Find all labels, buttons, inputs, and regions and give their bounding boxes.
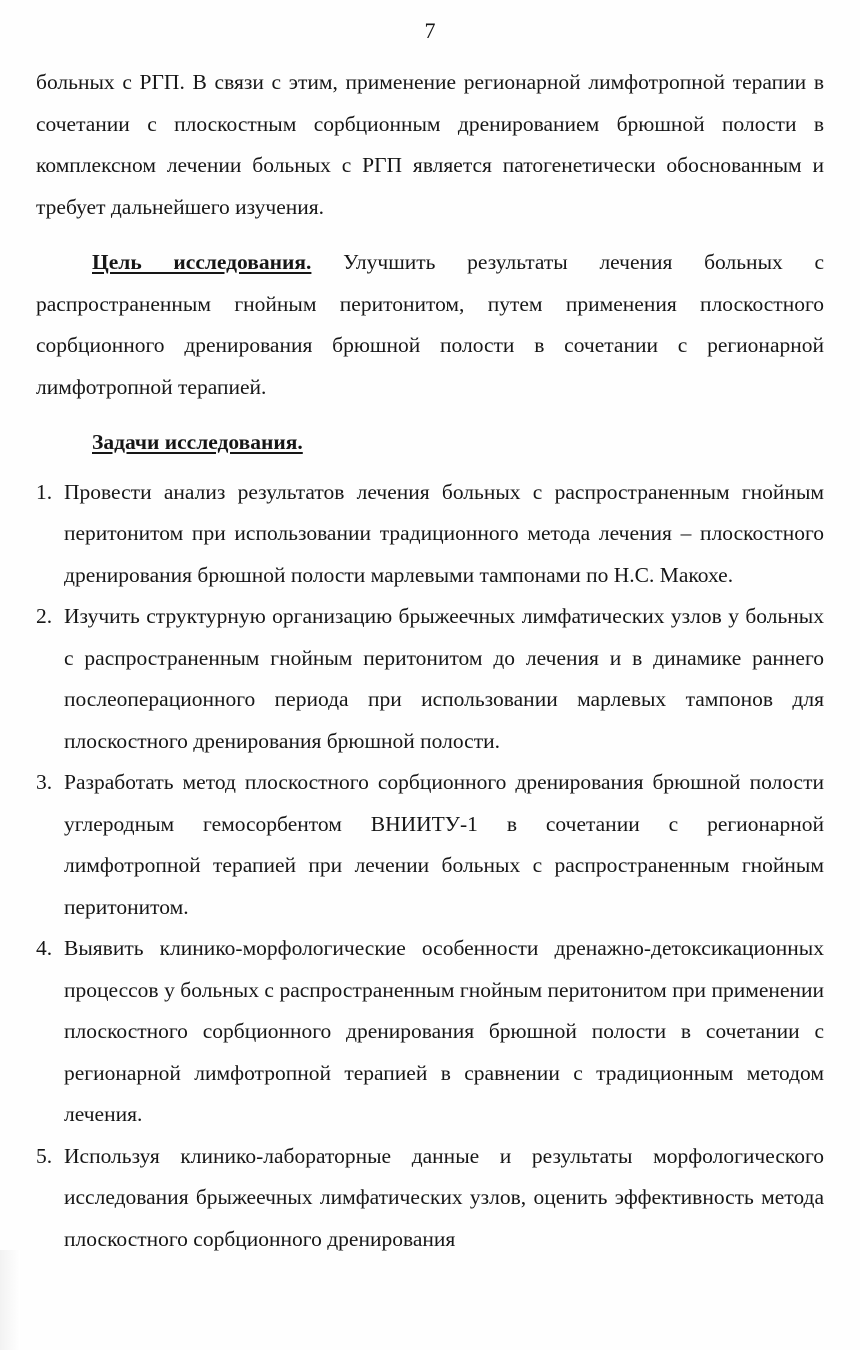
task-item (36, 472, 824, 597)
page-number: 7 (424, 18, 436, 43)
goal-paragraph (36, 242, 824, 408)
goal-heading: Цель исследования. (92, 250, 312, 274)
document-body (36, 62, 824, 1260)
task-text: Используя клинико-лабораторные данные и результаты морфологического исследования брыжеечных лимфатических узлов, оценить эффективность метода плоскостного сорбционного дренирования (64, 1143, 824, 1251)
task-item (36, 762, 824, 928)
tasks-heading-line (36, 422, 824, 464)
task-number: 1. (36, 479, 53, 504)
task-item (36, 1136, 824, 1261)
task-text: Провести анализ результатов лечения больных с распространенным гнойным перитонитом при использовании традиционного метода лечения – плоскостного дренирования брюшной полости марлевыми тампонами по Н.С. Макохе. (64, 479, 824, 587)
scan-shadow (0, 1250, 20, 1350)
tasks-heading: Задачи исследования. (92, 430, 303, 454)
task-number: 2. (36, 604, 53, 628)
task-text: Выявить клинико-морфологические особенности дренажно-детоксикационных процессов у больных с распространенным гнойным перитонитом при применении плоскостного сорбционного дренирования брюшной полости в сочетании с регионарной лимфотропной терапией в сравнении с традиционным методом лечения. (64, 936, 824, 1126)
tasks-list (36, 472, 824, 1261)
intro-paragraph: больных с РГП. В связи с этим, применение регионарной лимфотропной терапии в сочетании с плоскостным сорбционным дренированием брюшной полости в комплексном лечении больных с РГП является патогенетически обоснованным и требует дальнейшего изучения. (36, 70, 824, 219)
task-text: Разработать метод плоскостного сорбционного дренирования брюшной полости углеродным гемосорбентом ВНИИТУ-1 в сочетании с регионарной лимфотропной терапией при лечении больных с распространенным гнойным перитонитом. (64, 770, 824, 919)
goal-text: Улучшить результаты лечения больных с распространенным гнойным перитонитом, путем применения плоскостного сорбционного дренирования брюшной полости в сочетании с регионарной лимфотропной терапией. (36, 250, 824, 399)
task-item (36, 596, 824, 762)
task-number: 3. (36, 770, 53, 794)
task-text: Изучить структурную организацию брыжеечных лимфатических узлов у больных с распространенным гнойным перитонитом до лечения и в динамике раннего послеоперационного периода при использовании марлевых тампонов для плоскостного дренирования брюшной полости. (64, 604, 824, 753)
task-number: 5. (36, 1143, 53, 1168)
task-number: 4. (36, 936, 53, 960)
task-item (36, 928, 824, 1136)
